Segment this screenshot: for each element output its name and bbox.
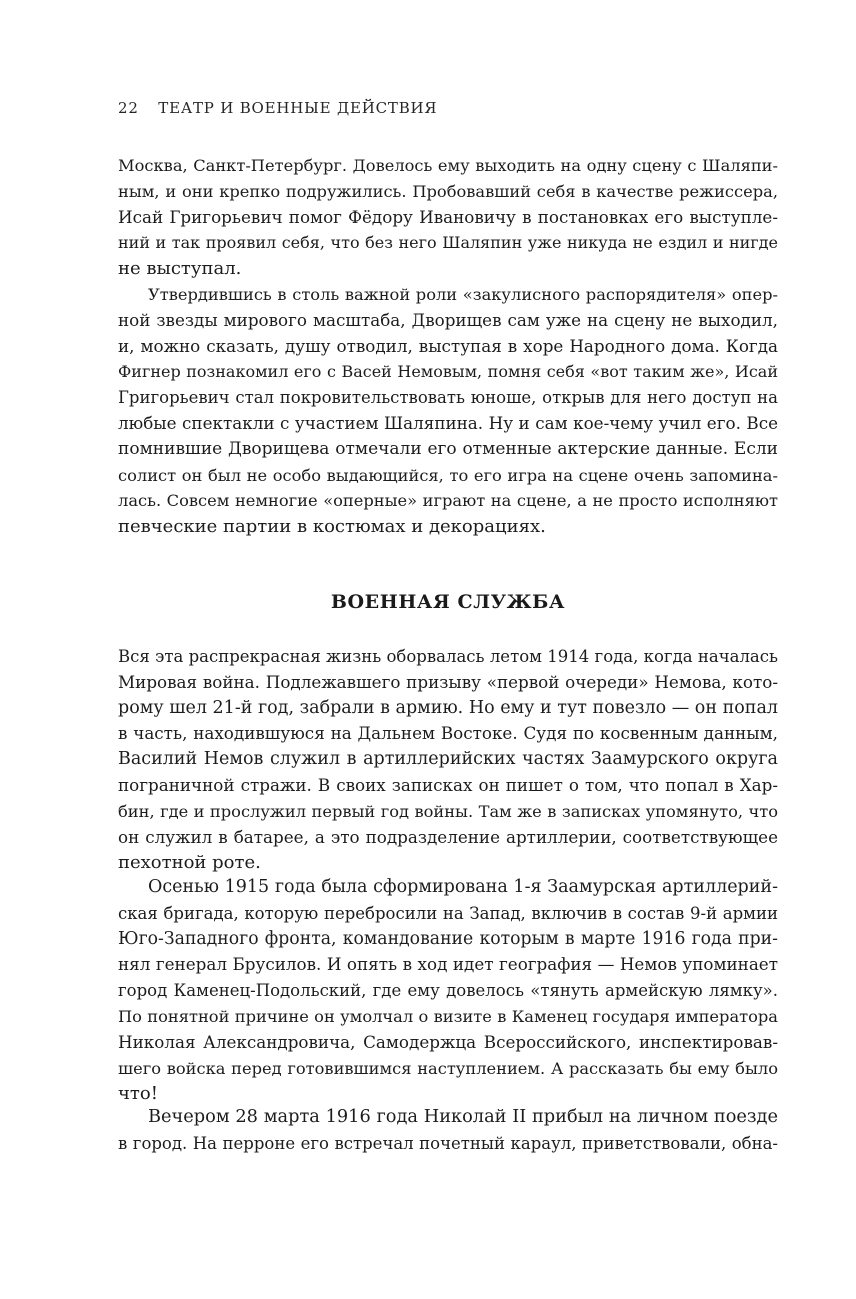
text-line: любые спектакли с участием Шаляпина. Ну и сам кое-чему учил его. Все xyxy=(118,412,778,433)
section-heading: ВОЕННАЯ СЛУЖБА xyxy=(330,591,566,613)
text-line: помнившие Дворищева отмечали его отменные актерские данные. Если xyxy=(118,438,778,459)
text-line: город Каменец-Подольский, где ему довелось «тянуть армейскую лямку». xyxy=(118,981,778,1001)
text-line: шего войска перед готовившимся наступлением. А рассказать бы ему было xyxy=(118,1058,778,1078)
text-line: Вечером 28 марта 1916 года Николай II прибыл на личном поезде xyxy=(148,1107,778,1127)
text-line: рому шел 21-й год, забрали в армию. Но ему и тут повезло — он попал xyxy=(118,697,778,718)
running-head-title: ТЕАТР И ВОЕННЫЕ ДЕЙСТВИЯ xyxy=(158,99,438,117)
text-line: Григорьевич стал покровительствовать юноше, открыв для него доступ на xyxy=(118,388,778,408)
text-line: пехотной роте. xyxy=(118,852,261,874)
text-line: Юго-Западного фронта, командование которым в марте 1916 года при- xyxy=(118,928,778,949)
text-line: Фигнер познакомил его с Васей Немовым, помня себя «вот таким же», Исай xyxy=(118,362,778,382)
text-line: в город. На перроне его встречал почетный караул, приветствовали, обна- xyxy=(118,1133,778,1153)
text-line: певческие партии в костюмах и декорациях. xyxy=(118,516,546,538)
text-line: солист он был не особо выдающийся, то его игра на сцене очень запомина- xyxy=(118,465,778,485)
paragraph xyxy=(118,282,778,540)
paragraph xyxy=(118,644,778,876)
text-line: Мировая война. Подлежавшего призыву «первой очереди» Немова, кото- xyxy=(118,671,778,692)
paragraph xyxy=(118,153,778,282)
text-line: Москва, Санкт-Петербург. Довелось ему выходить на одну сцену с Шаляпи- xyxy=(118,156,778,175)
text-line: лась. Совсем немногие «оперные» играют на сцене, а не просто исполняют xyxy=(118,491,778,511)
text-line: ская бригада, которую перебросили на Запад, включив в состав 9-й армии xyxy=(118,903,778,923)
text-line: ной звезды мирового масштаба, Дворищев сам уже на сцену не выходил, xyxy=(118,309,778,330)
text-line: нял генерал Брусилов. И опять в ход идет география — Немов упоминает xyxy=(118,954,778,975)
text-line: По понятной причине он умолчал о визите в Каменец государя императора xyxy=(118,1006,778,1026)
text-line: пограничной стражи. В своих записках он пишет о том, что попал в Хар- xyxy=(118,774,778,795)
text-line: Осенью 1915 года была сформирована 1-я Заамурская артиллерий- xyxy=(148,877,778,897)
text-line: не выступал. xyxy=(118,258,242,280)
text-line: и, можно сказать, душу отводил, выступая в хоре Народного дома. Когда xyxy=(118,335,778,356)
text-line: что! xyxy=(118,1083,158,1105)
running-head xyxy=(118,99,437,117)
text-line: Василий Немов служил в артиллерийских частях Заамурского округа xyxy=(118,749,778,770)
text-line: Исай Григорьевич помог Фёдору Ивановичу в постановках его выступле- xyxy=(118,206,778,227)
paragraph xyxy=(118,1105,778,1157)
text-line: он служил в батарее, а это подразделение артиллерии, соответствующее xyxy=(118,826,778,847)
text-line: ным, и они крепко подружились. Пробовавший себя в качестве режиссера, xyxy=(118,181,778,201)
text-line: Николая Александровича, Самодержца Всероссийского, инспектировав- xyxy=(118,1031,778,1052)
text-line: ний и так проявил себя, что без него Шаляпин уже никуда не ездил и нигде xyxy=(118,233,778,253)
text-line: в часть, находившуюся на Дальнем Востоке. Судя по косвенным данным, xyxy=(118,723,778,744)
text-line: Утвердившись в столь важной роли «закулисного распорядителя» опер- xyxy=(148,285,778,304)
paragraph xyxy=(118,875,778,1107)
text-line: Вся эта распрекрасная жизнь оборвалась летом 1914 года, когда началась xyxy=(118,647,778,666)
text-line: бин, где и прослужил первый год войны. Там же в записках упомянуто, что xyxy=(118,801,778,821)
page-number: 22 xyxy=(118,99,139,117)
